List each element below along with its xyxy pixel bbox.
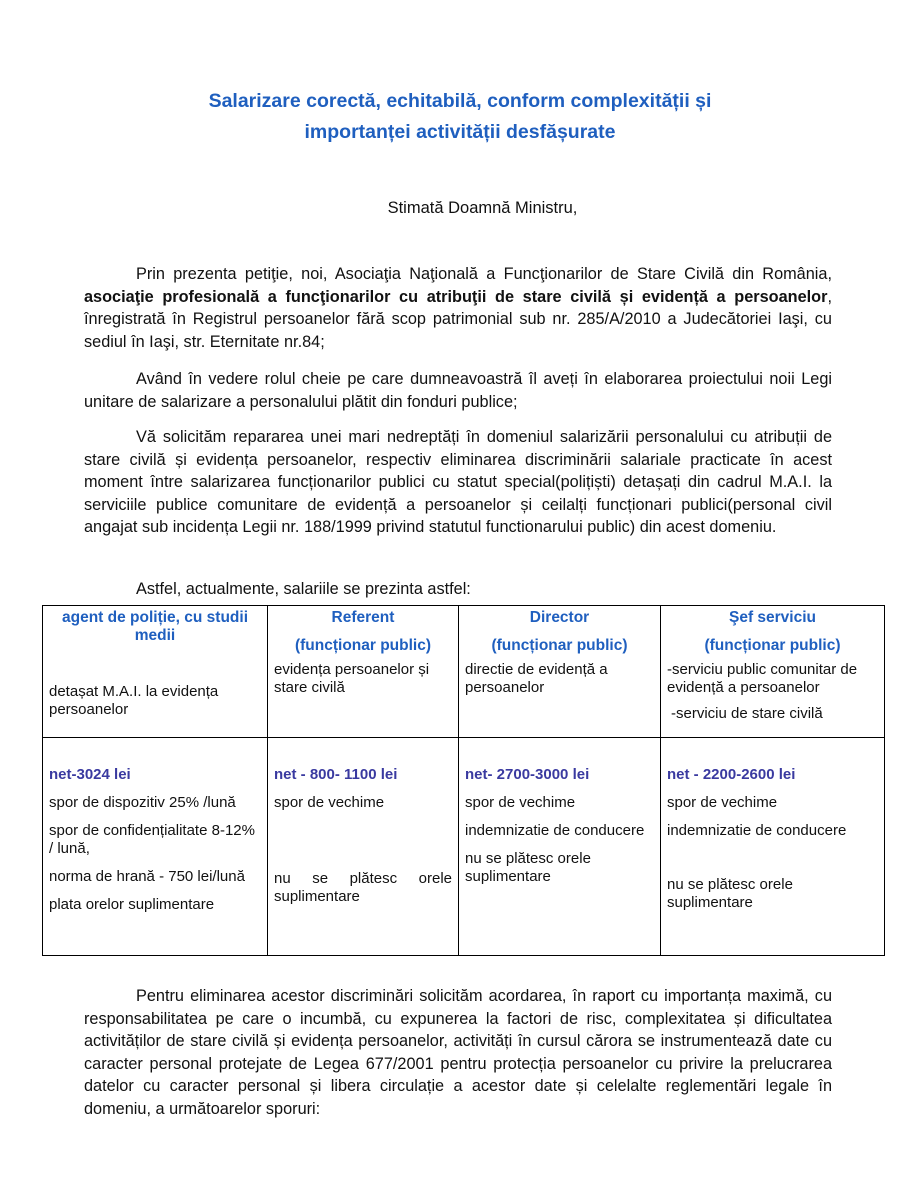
- header-referent-sub: (funcționar public): [294, 637, 432, 654]
- cell-head-of-service-salary: [661, 738, 885, 956]
- desc-police-agent: detașat M.A.I. la evidența persoanelor: [49, 683, 219, 718]
- intro-text-a: Prin prezenta petiţie, noi, Asociaţia Naţională a Funcţionarilor de Stare Civilă din România,: [136, 265, 832, 283]
- cell-head-of-service: [661, 606, 885, 738]
- list-item: nu se plătesc orele suplimentare: [465, 850, 591, 885]
- intro-text-b: , înregistrată în Registrul persoanelor fără scop patrimonial sub nr. 285/A/2010 a Judecătoriei Iaşi, cu sediul în Iaşi, str. Eternitate nr.84;: [84, 287, 832, 351]
- list-item: spor de dispozitiv 25% /lună: [49, 794, 236, 811]
- cell-police-agent: [43, 606, 268, 738]
- table-intro-text: Astfel, actualmente, salariile se prezinta astfel:: [136, 580, 471, 598]
- list-item: nu se plătesc orele suplimentare: [274, 870, 452, 905]
- table-row-salaries: [43, 738, 885, 956]
- header-referent: [274, 609, 452, 655]
- list-item: spor de vechime: [667, 794, 778, 811]
- net-director: net- 2700-3000 lei: [465, 766, 590, 783]
- header-director-sub: (funcționar public): [491, 637, 628, 654]
- list-item: norma de hrană - 750 lei/lună: [49, 868, 245, 885]
- list-item: plata orelor suplimentare: [49, 896, 215, 913]
- list-item: spor de vechime: [274, 794, 385, 811]
- desc-referent: evidența persoanelor și stare civilă: [274, 661, 430, 696]
- list-item: nu se plătesc orele suplimentare: [667, 876, 793, 911]
- desc-head-of-service-1: -serviciu public comunitar de evidență a persoanelor: [667, 661, 858, 696]
- paragraph-context: [84, 368, 832, 413]
- table-row-positions: [43, 606, 885, 738]
- net-referent: net - 800- 1100 lei: [274, 766, 398, 783]
- paragraph-intro: [84, 263, 832, 353]
- list-item: indemnizatie de conducere: [667, 822, 847, 839]
- desc-head-of-service-2: -serviciu de stare civilă: [671, 705, 823, 722]
- document-title: [60, 86, 860, 148]
- cell-referent-salary: [268, 738, 459, 956]
- salutation: Stimată Doamnă Ministru,: [387, 199, 578, 217]
- header-director: [465, 609, 654, 655]
- desc-director: directie de evidență a persoanelor: [465, 661, 608, 696]
- list-item: spor de confidențialitate 8-12% / lună,: [49, 822, 255, 857]
- request-text: Vă solicităm repararea unei mari nedreptăți în domeniul salarizării personalului cu atribuții de stare civilă și evidența persoanelor, respectiv eliminarea discriminării salariale practicate în acest moment între salarizarea funcționarilor publici cu statut special(polițiști) detașați din cadrul M.A.I. la serviciile publice comunitare de evidență a persoanelor și ceilalți funcționari publici(personal civil angajat sub incidența Legii nr. 188/1999 privind statutul functionarului public) din acest domeniu.: [84, 428, 832, 537]
- cell-director-salary: [459, 738, 661, 956]
- header-referent-label: Referent: [331, 609, 395, 626]
- paragraph-table-intro: [84, 578, 832, 601]
- cell-director: [459, 606, 661, 738]
- title-line-2: importanței activității desfășurate: [304, 121, 616, 143]
- header-head-of-service: [667, 609, 878, 655]
- net-police-agent: net-3024 lei: [49, 766, 131, 783]
- header-police-agent: [49, 609, 261, 645]
- cell-police-salary: [43, 738, 268, 956]
- title-line-1: Salarizare corectă, echitabilă, conform complexității și: [208, 90, 712, 112]
- header-director-label: Director: [529, 609, 590, 626]
- context-text: Având în vedere rolul cheie pe care dumneavoastră îl aveți în elaborarea proiectului noii Legi unitare de salarizare a personalului plătit din fonduri publice;: [84, 370, 832, 411]
- intro-bold-text: asociaţie profesională a funcţionarilor cu atribuţii de stare civilă și evidență a persoanelor: [84, 287, 828, 306]
- header-head-of-service-sub: (funcționar public): [704, 637, 841, 654]
- demands-text: Pentru eliminarea acestor discriminări solicităm acordarea, în raport cu importanța maximă, cu responsabilitatea pe care o incumbă, cu expunerea la factori de risc, complexitatea și dificultatea activităților de stare civilă și evidența persoanelor, activități în cursul cărora se instrumentează date cu caracter personal protejate de Legea 677/2001 pentru protecția persoanelor cu privire la prelucrarea datelor cu caracter personal și libera circulație a acestor date și celelalte reglementări legale în domeniu, a următoarelor sporuri:: [84, 987, 832, 1118]
- salary-table: [42, 605, 885, 956]
- header-head-of-service-label: Şef serviciu: [728, 609, 817, 626]
- net-head-of-service: net - 2200-2600 lei: [667, 766, 796, 783]
- header-police-agent-label: agent de poliție, cu studii medii: [61, 609, 248, 644]
- paragraph-demands: [84, 985, 832, 1121]
- paragraph-request: [84, 426, 832, 539]
- list-item: indemnizatie de conducere: [465, 822, 645, 839]
- list-item: spor de vechime: [465, 794, 576, 811]
- cell-referent: [268, 606, 459, 738]
